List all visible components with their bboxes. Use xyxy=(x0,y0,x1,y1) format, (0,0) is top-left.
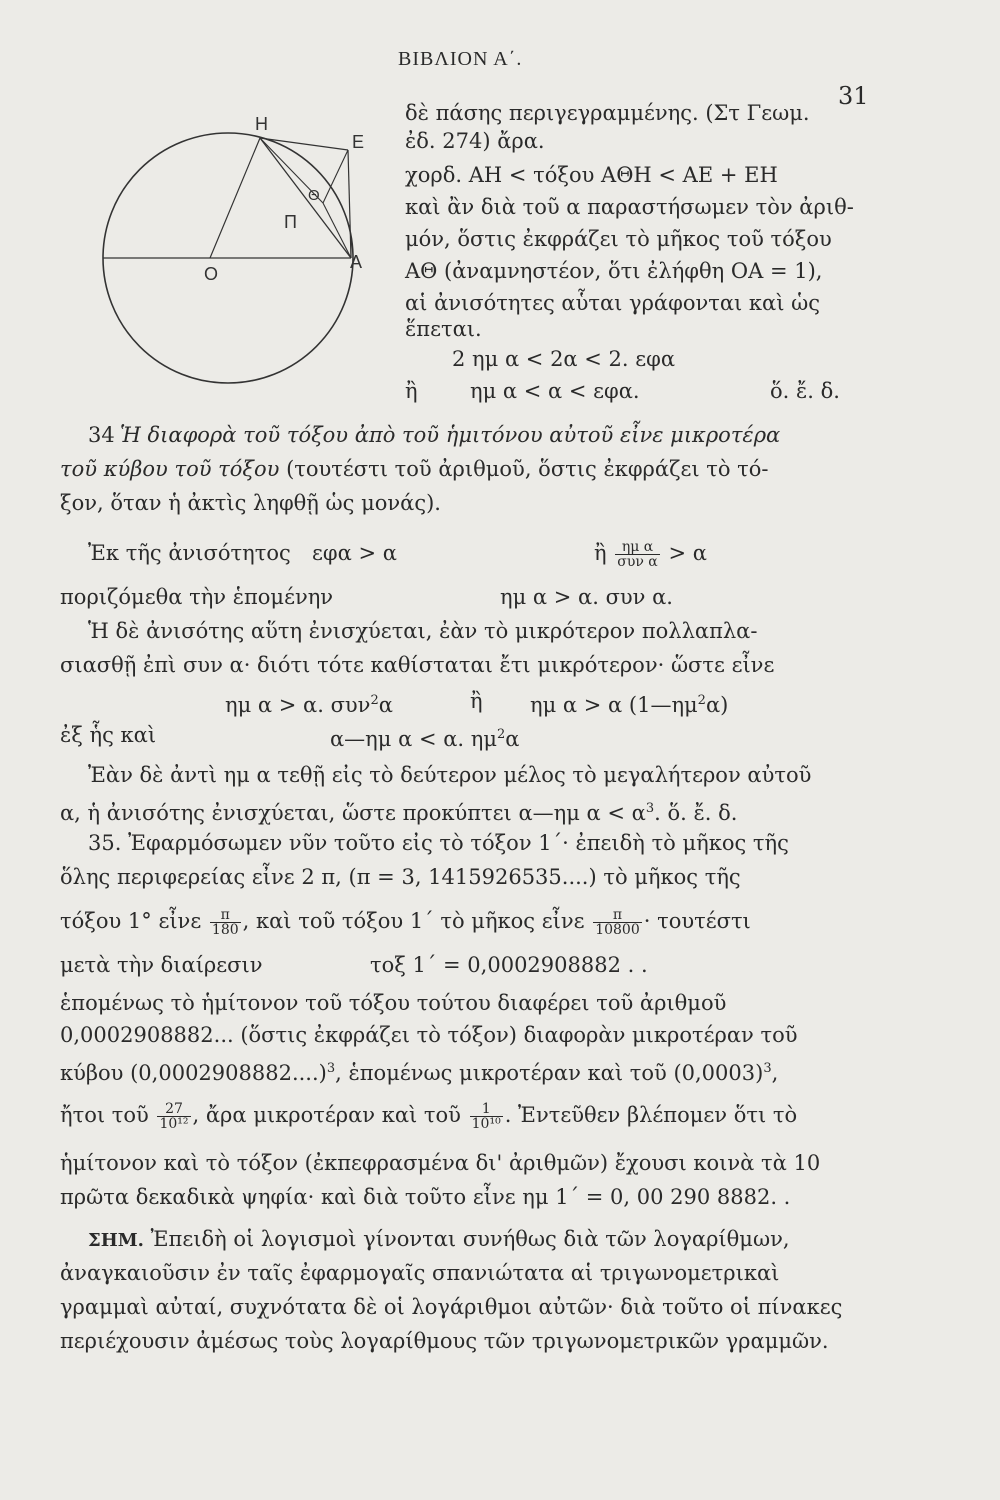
theorem-text: Ἡ διαφορὰ τοῦ τόξου ἀπὸ τοῦ ἡμιτόνου αὐτοῦ εἶνε μικροτέρα xyxy=(120,423,781,447)
text-fragment: (τουτέστι τοῦ ἀριθμοῦ, ὅστις ἐκφράζει τὸ τό- xyxy=(279,457,769,481)
text-fragment: α, ἡ ἀνισότης ἐνισχύεται, ὥστε προκύπτει α—ημ α < α xyxy=(60,801,646,825)
equation xyxy=(594,540,707,569)
text-fragment: α xyxy=(378,693,393,717)
exponent: 3 xyxy=(763,1061,772,1076)
text-line: περιέχουσιν ἀμέσως τοὺς λογαρίθμους τῶν τριγωνομετρικῶν γραμμῶν. xyxy=(60,1329,829,1353)
equation xyxy=(330,722,519,752)
text-fragment: . Ἐντεῦθεν βλέπομεν ὅτι τὸ xyxy=(504,1103,798,1127)
denominator: συν α xyxy=(617,554,658,570)
text-fragment: , ἑπομένως μικροτέραν καὶ τοῦ (0,0003) xyxy=(335,1061,764,1085)
equation: τοξ 1΄ = 0,0002908882 . . xyxy=(370,953,648,977)
theorem-text: τοῦ κύβου τοῦ τόξου xyxy=(60,457,280,481)
fraction-pi-10800 xyxy=(593,908,642,937)
text-fragment: . ὅ. ἔ. δ. xyxy=(654,801,738,825)
segment-theta-A xyxy=(323,203,351,258)
text-line: καὶ ἂν διὰ τοῦ α παραστήσωμεν τὸν ἀριθ- xyxy=(405,195,854,219)
text-line xyxy=(60,456,769,482)
text-line: δὲ πάσης περιγεγραμμένης. (Στ Γεωμ. xyxy=(405,101,810,125)
text-line: πρῶτα δεκαδικὰ ψηφία· καὶ διὰ τοῦτο εἶνε ημ 1΄ = 0, 00 290 8882. . xyxy=(60,1185,791,1209)
label-Pi: Π xyxy=(284,212,297,232)
label-O: Ο xyxy=(204,264,219,284)
text-fragment: > α xyxy=(668,541,707,565)
text-line: Ἐὰν δὲ ἀντὶ ημ α τεθῇ εἰς τὸ δεύτερον μέλος τὸ μεγαλήτερον αὐτοῦ xyxy=(88,763,812,787)
fraction-27-over-10-12 xyxy=(157,1102,190,1131)
tangent-EA xyxy=(348,150,351,258)
fraction-pi-180 xyxy=(210,908,241,937)
text-line: ἡμίτονον καὶ τὸ τόξον (ἐκπεφρασμένα δι' ἀριθμῶν) ἔχουσι κοινὰ τὰ 10 xyxy=(60,1151,821,1175)
text-fragment: ημ α > α (1—ημ xyxy=(530,693,698,717)
exponent: 2 xyxy=(370,693,379,708)
text-line xyxy=(60,1102,797,1131)
text-line: σιασθῇ ἐπὶ συν α· διότι τότε καθίσταται ἔτι μικρότερον· ὥστε εἶνε xyxy=(60,653,775,677)
numerator: 1 xyxy=(470,1102,503,1117)
label-H: Η xyxy=(255,114,268,134)
text-line xyxy=(60,796,737,826)
text-line xyxy=(60,908,751,937)
text-line: μόν, ὅστις ἐκφράζει τὸ μῆκος τοῦ τόξου xyxy=(405,227,832,251)
equation: ημ α < α < εφα. xyxy=(470,379,640,403)
or-word: ἢ xyxy=(470,689,483,713)
fraction-1-over-10-10 xyxy=(470,1102,503,1131)
text-line xyxy=(88,1226,790,1254)
label-Theta: Θ xyxy=(308,187,320,204)
text-fragment: · τουτέστι xyxy=(643,909,751,933)
text-line: Ἡ δὲ ἀνισότης αὕτη ἐνισχύεται, ἐὰν τὸ μικρότερον πολλαπλα- xyxy=(88,619,758,643)
text-line xyxy=(60,1056,778,1086)
numerator: 27 xyxy=(157,1102,190,1117)
exponent: 2 xyxy=(697,693,706,708)
text-fragment: , xyxy=(771,1061,779,1085)
equation: εφα > α xyxy=(312,541,397,565)
denominator: 10¹⁰ xyxy=(471,1116,501,1132)
section-number: 34 xyxy=(88,423,115,447)
text-fragment: Ἐπειδὴ οἱ λογισμοὶ γίνονται συνήθως διὰ τῶν λογαρίθμων, xyxy=(143,1227,790,1251)
text-fragment: κύβου (0,0002908882....) xyxy=(60,1061,327,1085)
running-header: ΒΙΒΛΙΟΝ Α΄. xyxy=(398,48,523,70)
text-line: ἐδ. 274) ἄρα. xyxy=(405,129,545,153)
text-fragment: , καὶ τοῦ τόξου 1΄ τὸ μῆκος εἶνε xyxy=(242,909,585,933)
text-line: ἀναγκαιοῦσιν ἐν ταῖς ἐφαρμογαῖς σπανιώτατα αἱ τριγωνομετρικαὶ xyxy=(60,1261,780,1285)
equation xyxy=(225,688,393,718)
or-word: ἢ xyxy=(594,541,607,565)
equation: 2 ημ α < 2α < 2. εφα xyxy=(452,347,676,371)
label-A: Α xyxy=(350,252,363,272)
text-line: γραμμαὶ αὐταί, συχνότατα δὲ οἱ λογάριθμοι αὐτῶν· διὰ τοῦτο οἱ πίνακες xyxy=(60,1295,843,1319)
denominator: 10800 xyxy=(595,922,640,938)
numerator: ημ α xyxy=(615,540,659,555)
text-fragment: ἤτοι τοῦ xyxy=(60,1103,149,1127)
text-line: ἢ xyxy=(405,379,418,403)
tangent-HE xyxy=(260,138,348,150)
page-number: 31 xyxy=(838,82,869,110)
text-fragment: α xyxy=(505,727,520,751)
text-line: 35. Ἐφαρμόσωμεν νῦν τοῦτο εἰς τὸ τόξον 1΄· ἐπειδὴ τὸ μῆκος τῆς xyxy=(88,831,789,855)
text-line: ξον, ὅταν ἡ ἀκτὶς ληφθῇ ὡς μονάς). xyxy=(60,491,441,515)
text-line: ΑΘ (ἀναμνηστέον, ὅτι ἐλήφθη ΟΑ = 1), xyxy=(405,259,823,283)
text-line: Ἐκ τῆς ἀνισότητος xyxy=(88,541,291,565)
denominator: 10¹² xyxy=(159,1116,189,1132)
numerator: π xyxy=(593,908,642,923)
fraction-sin-over-cos xyxy=(615,540,659,569)
exponent: 3 xyxy=(326,1061,336,1076)
qed-mark: ὅ. ἔ. δ. xyxy=(770,379,840,403)
text-line: ἑπομένως τὸ ἡμίτονον τοῦ τόξου τούτου διαφέρει τοῦ ἀριθμοῦ xyxy=(60,991,727,1015)
label-E: Ε xyxy=(352,132,365,152)
text-line: χορδ. ΑΗ < τόξου ΑΘΗ < ΑΕ + ΕΗ xyxy=(405,163,778,187)
text-line: αἱ ἀνισότητες αὗται γράφονται καὶ ὡς xyxy=(405,291,821,315)
text-fragment: τόξου 1° εἶνε xyxy=(60,909,202,933)
equation: ημ α > α. συν α. xyxy=(500,585,673,609)
text-line: ἐξ ἧς καὶ xyxy=(60,723,157,747)
numerator: π xyxy=(210,908,241,923)
text-fragment: , ἄρα μικροτέραν καὶ τοῦ xyxy=(192,1103,461,1127)
equation xyxy=(530,688,728,718)
denominator: 180 xyxy=(211,922,239,938)
text-line: ὅλης περιφερείας εἶνε 2 π, (π = 3, 1415926535....) τὸ μῆκος τῆς xyxy=(60,865,741,889)
text-line: ἕπεται. xyxy=(405,317,482,341)
text-line: ποριζόμεθα τὴν ἑπομένην xyxy=(60,585,334,609)
segment-HP xyxy=(210,138,260,258)
circle-geometry-figure xyxy=(100,108,365,398)
text-line: 0,0002908882... (ὅστις ἐκφράζει τὸ τόξον) διαφορὰν μικροτέραν τοῦ xyxy=(60,1023,798,1047)
text-fragment: ημ α > α. συν xyxy=(225,693,371,717)
note-label: ΣΗΜ. xyxy=(88,1230,144,1251)
text-fragment: α) xyxy=(705,693,729,717)
text-fragment: α—ημ α < α. ημ xyxy=(330,727,497,751)
text-line: μετὰ τὴν διαίρεσιν xyxy=(60,953,263,977)
exponent: 2 xyxy=(496,727,506,742)
exponent: 3 xyxy=(645,801,655,816)
